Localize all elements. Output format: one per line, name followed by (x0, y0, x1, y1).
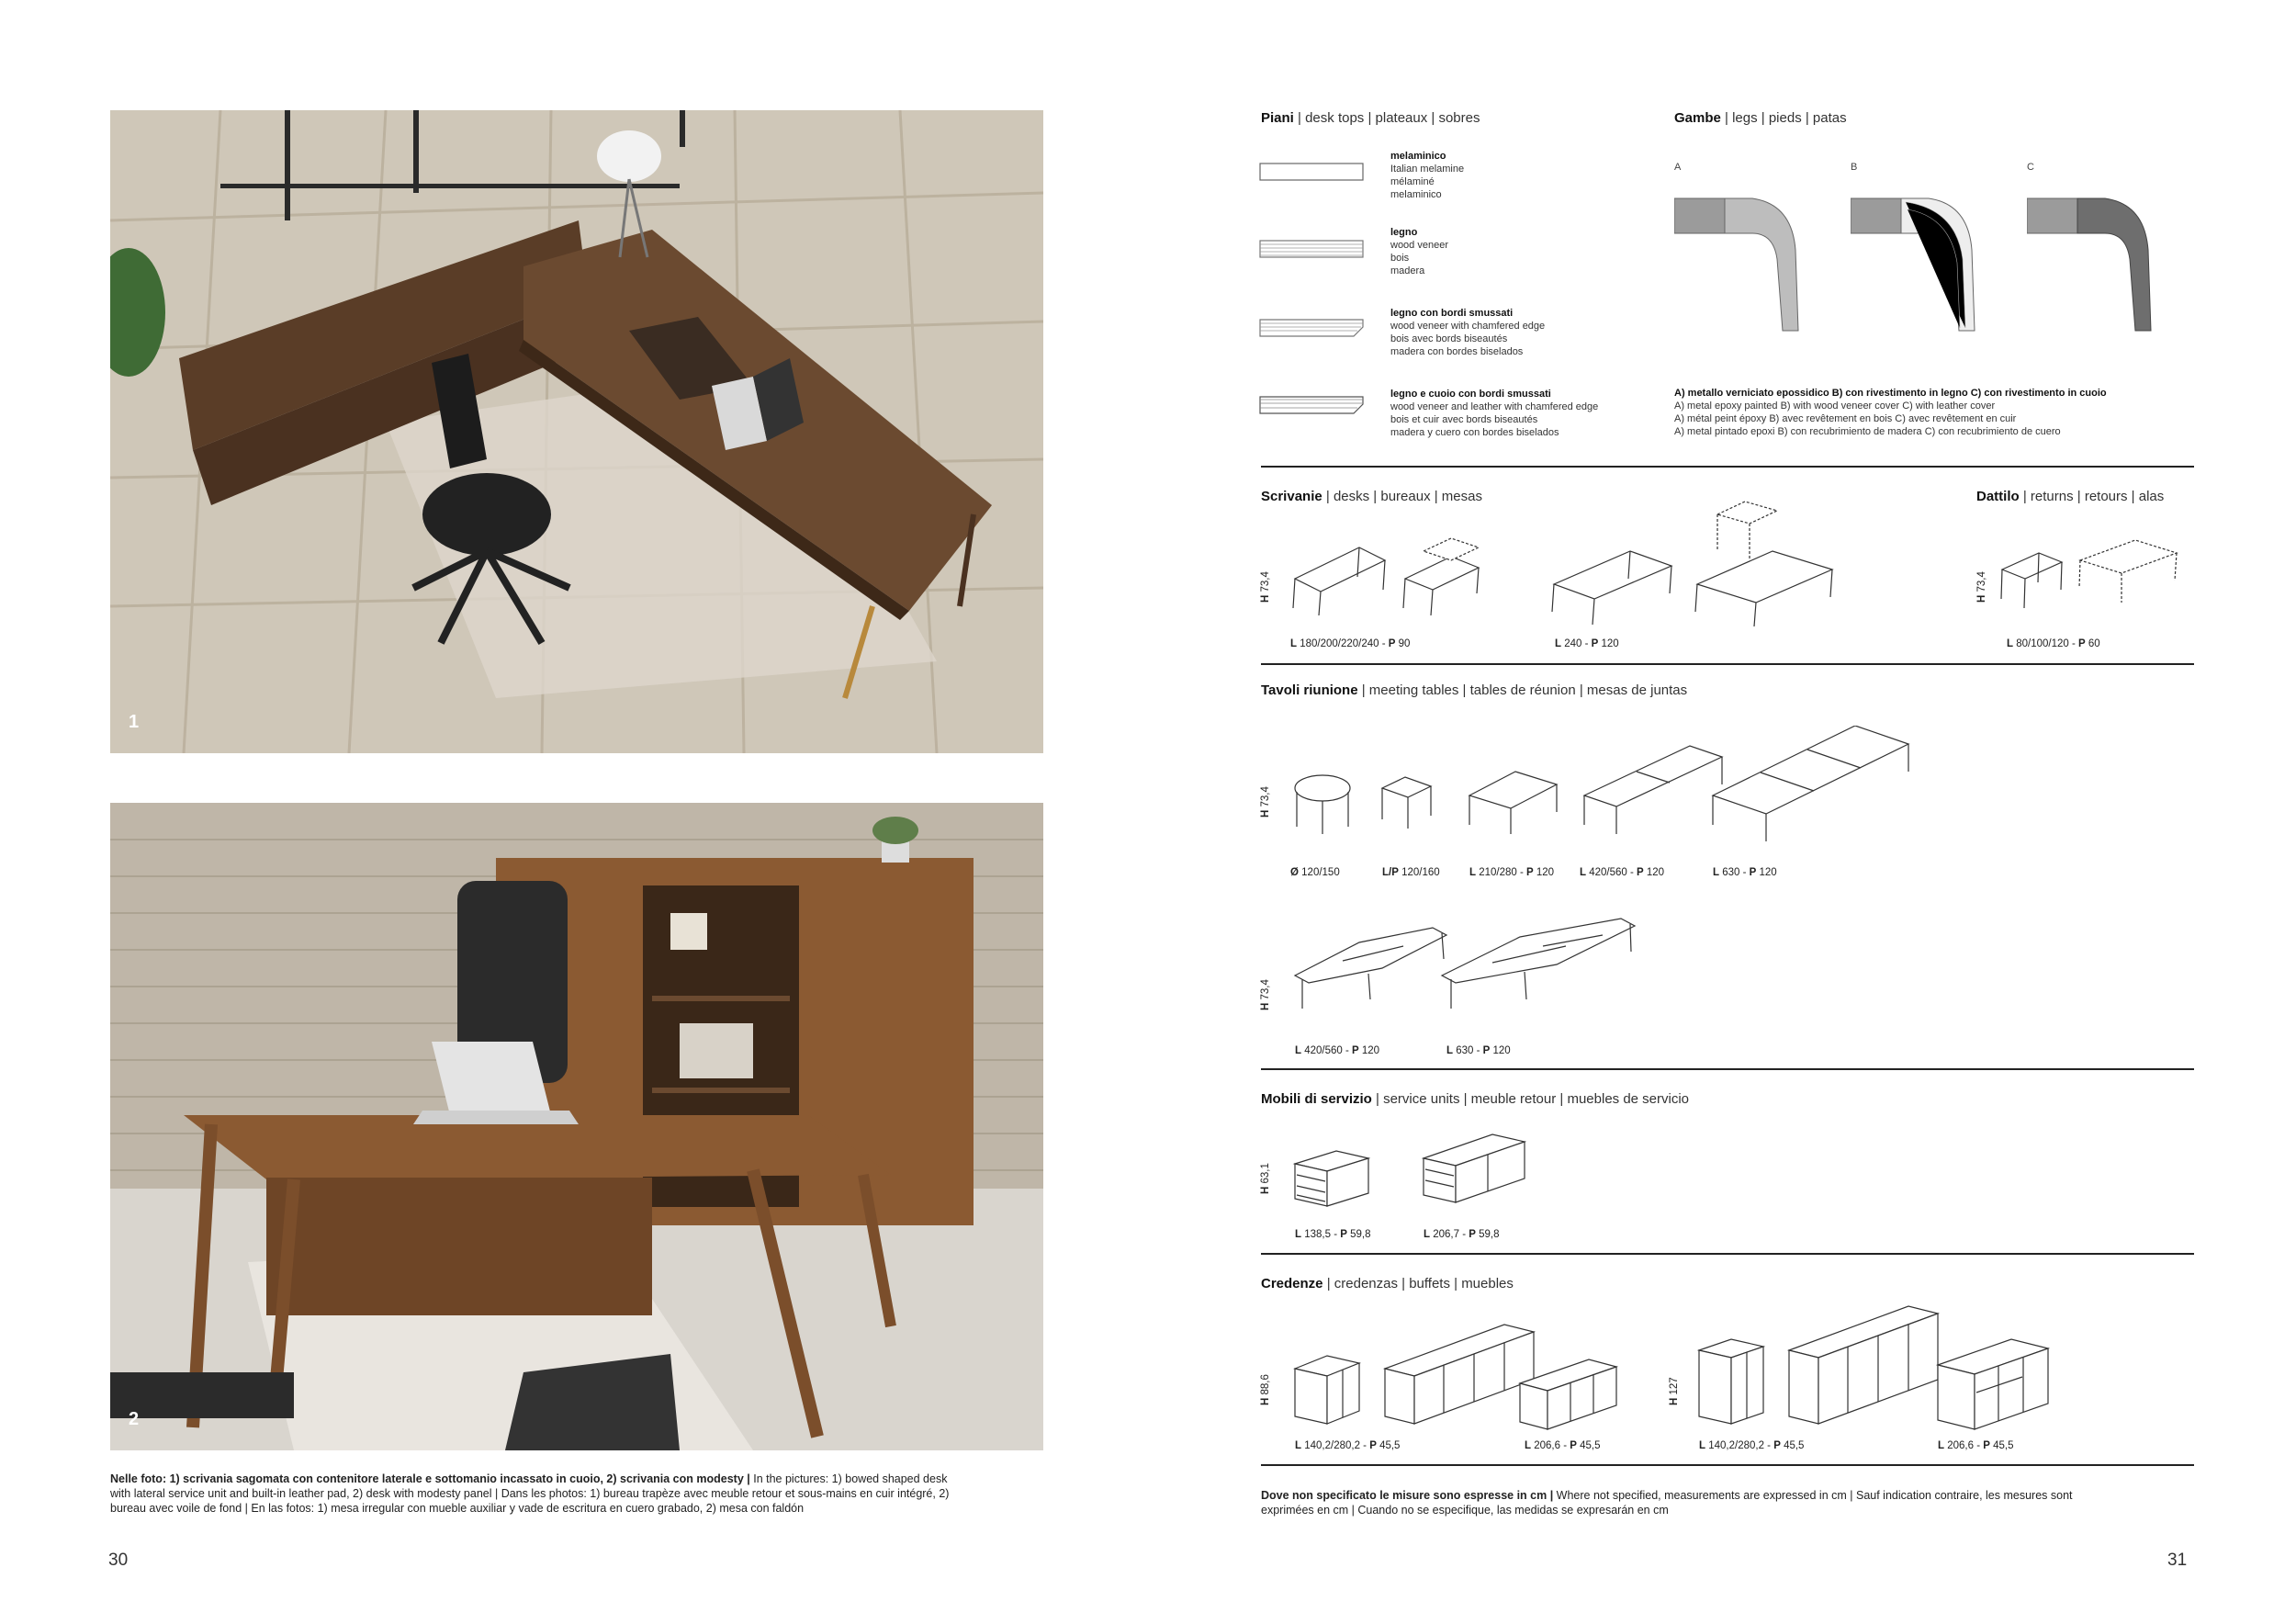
dim-l: L (1295, 1229, 1302, 1240)
height-label (1260, 1374, 1271, 1405)
dim-label-tavoli-square (1382, 867, 1440, 878)
dim-p-val: 59,8 (1475, 1229, 1500, 1240)
material-desc: bois et cuir avec bords biseautés (1390, 414, 1538, 425)
note-text: exprimées en cm | Cuando no se especifique, las medidas se expresarán en cm (1261, 1504, 1669, 1517)
dim-l: L (1295, 1440, 1302, 1451)
note-text: Where not specified, measurements are expressed in cm | Sauf indication contraire, les mesures sont (1553, 1489, 2073, 1502)
dim-p: P (1469, 1229, 1476, 1240)
dim-p-val: 45,5 (1989, 1440, 2014, 1451)
height-label (1260, 571, 1271, 603)
dim-l-val: 206,6 - (1944, 1440, 1984, 1451)
dim-p: P (1340, 1229, 1347, 1240)
dim-p-val: 120 (1598, 638, 1619, 649)
dim-p-val: 90 (1395, 638, 1411, 649)
height-bold: H (1260, 1397, 1271, 1405)
dim-l-val: 420/560 - (1586, 867, 1638, 878)
dim-l-val: 206,6 - (1531, 1440, 1570, 1451)
dim-p-val: 59,8 (1346, 1229, 1371, 1240)
dim-l: L (1713, 867, 1720, 878)
height-bold: H (1260, 594, 1271, 603)
material-desc: wood veneer and leather with chamfered edge (1390, 401, 1599, 412)
photo-number: 2 (129, 1409, 140, 1429)
section-title-tavoli (1261, 682, 1687, 698)
dim-p: P (1526, 867, 1534, 878)
dim-l: L (1446, 1045, 1454, 1056)
leg-drawing-a (1674, 195, 1803, 342)
section-title-rest: | desks | bureaux | mesas (1322, 489, 1482, 504)
dim-p-val: 120 (1533, 867, 1555, 878)
dim-p: P (1570, 1440, 1577, 1451)
height-label (1260, 1163, 1271, 1194)
desktop-edge-samples (1258, 156, 1378, 432)
dim-label-tavoli-long (1580, 867, 1664, 878)
material-desc: mélaminé (1390, 176, 1435, 187)
dim-p-val: 45,5 (1576, 1440, 1601, 1451)
height-bold: H (1976, 594, 1987, 603)
meeting-table-drawings-row2 (1286, 891, 1653, 1029)
height-bold: H (1669, 1397, 1680, 1405)
dim-p-val: 120 (1643, 867, 1665, 878)
leg-letter-a: A (1674, 162, 1682, 173)
material-name: legno e cuoio con bordi smussati (1390, 389, 1551, 400)
dim-l: L (1424, 1229, 1431, 1240)
section-title-rest: | service units | meuble retour | muebles de servicio (1371, 1091, 1690, 1107)
dim-l-val: 206,7 - (1430, 1229, 1469, 1240)
note-bold: Dove non specificato le misure sono espresse in cm | (1261, 1489, 1554, 1502)
dim-p: P (2078, 638, 2086, 649)
dim-l: L (1525, 1440, 1532, 1451)
section-title-rest: | desk tops | plateaux | sobres (1293, 110, 1480, 126)
height-value: 63,1 (1260, 1163, 1271, 1187)
height-value: 88,6 (1260, 1374, 1271, 1398)
section-title-bold: Mobili di servizio (1261, 1091, 1372, 1107)
legs-desc-es: A) metal pintado epoxi B) con recubrimiento de madera C) con recubrimiento de cuero (1674, 426, 2061, 437)
leg-drawing-c (2027, 195, 2155, 342)
leg-letter-c: C (2027, 162, 2034, 173)
dim-label-dattilo (2007, 638, 2100, 649)
dim-p-val: 120 (1358, 1045, 1380, 1056)
caption-text: with lateral service unit and built-in leather pad, 2) desk with modesty panel | Dans les photos: 1) bureau trapèze avec meuble retour et sous-mains en cuir intégré, 2) (110, 1487, 950, 1500)
height-value: 73,4 (1260, 571, 1271, 595)
dim-label-tavoli-xlong (1713, 867, 1777, 878)
section-title-rest: | returns | retours | alas (2019, 489, 2165, 504)
legs-desc-bold: A) metallo verniciato epossidico B) con rivestimento in legno C) con rivestimento in cuoio (1674, 388, 2107, 399)
dim-l-val: 420/560 - (1301, 1045, 1353, 1056)
height-value: 73,4 (1260, 786, 1271, 810)
dim-bold: Ø (1290, 867, 1299, 878)
height-bold: H (1260, 809, 1271, 818)
dim-label-tavoli-boat-1 (1295, 1045, 1379, 1056)
material-desc: wood veneer (1390, 240, 1448, 251)
material-desc: madera con bordes biselados (1390, 346, 1524, 357)
photo-number: 1 (129, 712, 140, 732)
dim-p: P (1591, 638, 1599, 649)
dim-l: L (1580, 867, 1587, 878)
credenza-drawings-tall (1690, 1295, 2057, 1433)
dim-label-scrivanie-1 (1290, 638, 1410, 649)
dim-p: P (1749, 867, 1757, 878)
caption-text: In the pictures: 1) bowed shaped desk (749, 1472, 948, 1485)
photo-office-desk-2 (110, 803, 1043, 1450)
divider (1261, 1464, 2194, 1466)
section-title-bold: Piani (1261, 110, 1294, 126)
dim-label-tavoli-boat-2 (1446, 1045, 1511, 1056)
dim-l-val: 140,2/280,2 - (1705, 1440, 1774, 1451)
height-bold: H (1260, 1002, 1271, 1010)
dim-l-val: 210/280 - (1476, 867, 1527, 878)
dim-label-mobili-2 (1424, 1229, 1499, 1240)
credenza-drawings-low (1286, 1295, 1626, 1433)
page-number-right: 31 (2167, 1551, 2188, 1570)
height-label (1260, 979, 1271, 1010)
height-value: 73,4 (1976, 571, 1987, 595)
dim-label-tavoli-rect (1469, 867, 1554, 878)
dim-l-val: 180/200/220/240 - (1297, 638, 1389, 649)
section-title-rest: | meeting tables | tables de réunion | mesas de juntas (1357, 682, 1688, 698)
caption-bold: Nelle foto: 1) scrivania sagomata con contenitore laterale e sottomanio incassato in cuoio, 2) scrivania con modesty | (110, 1472, 750, 1485)
material-legno-cuoio (1390, 388, 1598, 439)
dim-p: P (1637, 867, 1644, 878)
divider (1261, 466, 2194, 468)
dim-l-val: 140,2/280,2 - (1301, 1440, 1370, 1451)
material-legno-smussati (1390, 307, 1545, 358)
material-desc: wood veneer with chamfered edge (1390, 321, 1546, 332)
dim-label-credenze-1 (1295, 1440, 1400, 1451)
height-value: 73,4 (1260, 979, 1271, 1003)
dim-label-credenze-2 (1525, 1440, 1600, 1451)
section-title-mobili (1261, 1091, 1689, 1107)
dim-l: L (1295, 1045, 1302, 1056)
dim-l-val: 630 - (1453, 1045, 1483, 1056)
height-label (1976, 571, 1987, 603)
section-title-bold: Scrivanie (1261, 489, 1322, 504)
dim-l: L (2007, 638, 2014, 649)
dim-l: L (1469, 867, 1477, 878)
material-desc: bois avec bords biseautés (1390, 333, 1508, 344)
material-desc: Italian melamine (1390, 164, 1465, 175)
dim-l-val: 630 - (1719, 867, 1750, 878)
dim-label-mobili-1 (1295, 1229, 1370, 1240)
section-title-rest: | credenzas | buffets | muebles (1322, 1276, 1514, 1291)
leg-drawing-b (1851, 195, 1979, 342)
photo-office-desk-1 (110, 110, 1043, 753)
material-desc: melaminico (1390, 189, 1442, 200)
section-title-bold: Dattilo (1976, 489, 2020, 504)
measurement-note (1261, 1488, 2194, 1517)
divider (1261, 1253, 2194, 1255)
dim-p: P (1983, 1440, 1990, 1451)
divider (1261, 1068, 2194, 1070)
meeting-table-drawings-row1 (1286, 726, 1929, 863)
height-value: 127 (1669, 1377, 1680, 1398)
section-title-dattilo (1976, 489, 2164, 504)
desk-drawings (1286, 487, 1837, 634)
material-melaminico (1390, 150, 1464, 201)
page-number-left: 30 (108, 1551, 129, 1570)
photo-caption (110, 1472, 1043, 1516)
material-desc: bois (1390, 253, 1410, 264)
dim-label-scrivanie-2 (1555, 638, 1619, 649)
dim-l: L (1938, 1440, 1945, 1451)
divider (1261, 663, 2194, 665)
dim-p-val: 120 (1490, 1045, 1511, 1056)
return-drawings (1998, 533, 2181, 625)
section-title-piani (1261, 110, 1480, 126)
legs-desc-en: A) metal epoxy painted B) with wood veneer cover C) with leather cover (1674, 400, 1996, 412)
section-title-gambe (1674, 110, 1847, 126)
material-desc: madera y cuero con bordes biselados (1390, 427, 1559, 438)
dim-p-val: 45,5 (1780, 1440, 1805, 1451)
dim-bold: L/P (1382, 867, 1399, 878)
dim-label-credenze-4 (1938, 1440, 2013, 1451)
material-name: melaminico (1390, 151, 1446, 162)
section-title-bold: Gambe (1674, 110, 1721, 126)
dim-p-val: 120 (1756, 867, 1777, 878)
height-bold: H (1260, 1186, 1271, 1194)
dim-val: 120/150 (1298, 867, 1340, 878)
dim-p: P (1773, 1440, 1781, 1451)
dim-l: L (1290, 638, 1298, 649)
dim-val: 120/160 (1398, 867, 1440, 878)
dim-label-credenze-3 (1699, 1440, 1804, 1451)
dim-l: L (1555, 638, 1562, 649)
dim-p: P (1369, 1440, 1377, 1451)
material-legno (1390, 226, 1448, 277)
section-title-bold: Tavoli riunione (1261, 682, 1358, 698)
material-name: legno con bordi smussati (1390, 308, 1514, 319)
dim-l-val: 138,5 - (1301, 1229, 1341, 1240)
height-label (1669, 1377, 1680, 1405)
service-unit-drawings (1286, 1125, 1543, 1226)
section-title-bold: Credenze (1261, 1276, 1323, 1291)
dim-l-val: 240 - (1561, 638, 1592, 649)
dim-label-tavoli-round (1290, 867, 1340, 878)
material-desc: madera (1390, 265, 1425, 276)
height-label (1260, 786, 1271, 818)
caption-text: bureau avec voile de fond | En las fotos: 1) mesa irregular con mueble auxiliar y vade de escritura en cuero grabado, 2) mesa con faldón (110, 1502, 805, 1515)
dim-l-val: 80/100/120 - (2013, 638, 2079, 649)
section-title-rest: | legs | pieds | patas (1720, 110, 1847, 126)
dim-p-val: 45,5 (1376, 1440, 1401, 1451)
dim-p: P (1482, 1045, 1491, 1056)
leg-letter-b: B (1851, 162, 1858, 173)
legs-desc-fr: A) métal peint époxy B) avec revêtement en bois C) avec revêtement en cuir (1674, 413, 2017, 424)
dim-l: L (1699, 1440, 1706, 1451)
material-name: legno (1390, 227, 1418, 238)
dim-p-val: 60 (2085, 638, 2100, 649)
legs-description (1674, 387, 2107, 438)
section-title-credenze (1261, 1276, 1514, 1291)
dim-p: P (1352, 1045, 1359, 1056)
dim-p: P (1388, 638, 1396, 649)
